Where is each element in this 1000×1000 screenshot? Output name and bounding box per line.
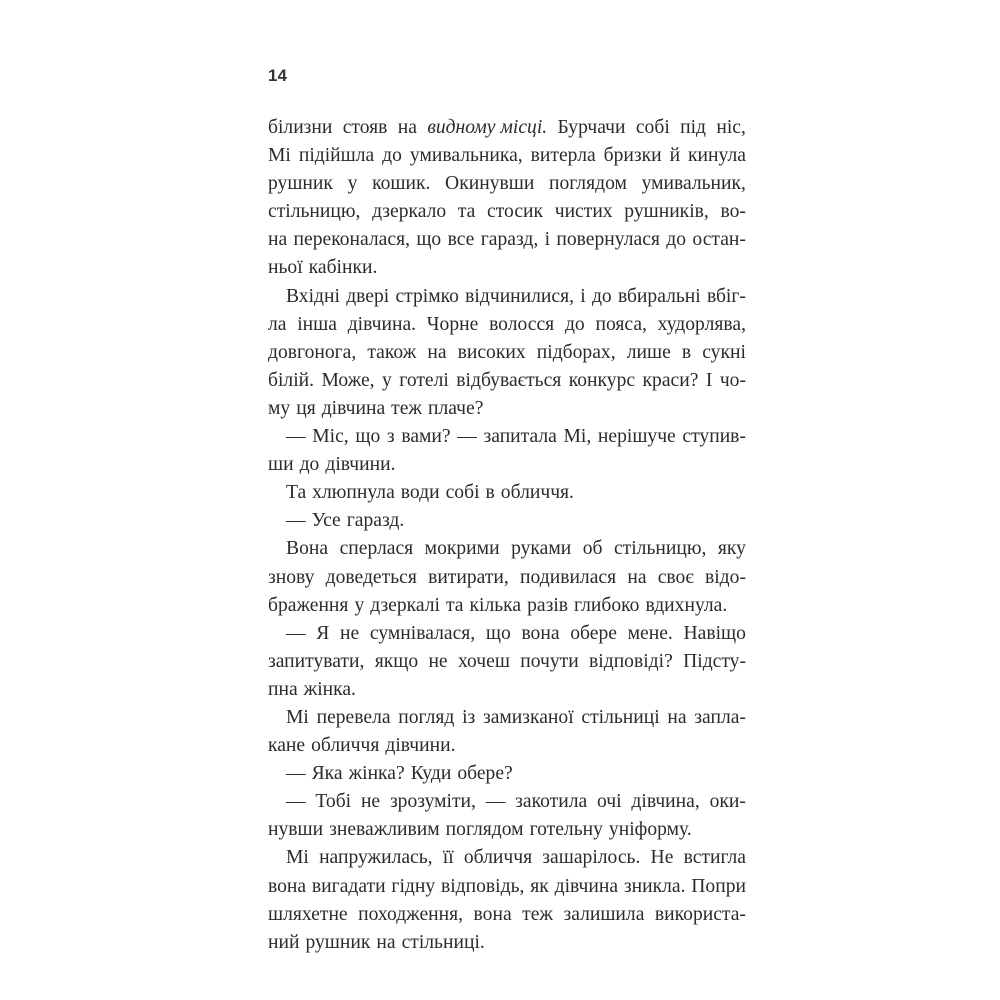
word: високих: [457, 341, 526, 363]
word: Тобі: [315, 791, 352, 813]
word: хочеш: [457, 650, 510, 672]
word: вигадати: [311, 875, 386, 897]
word: мене.: [627, 622, 673, 644]
word: —: [457, 426, 477, 448]
word: поглядом: [445, 819, 524, 841]
word: —: [286, 510, 306, 532]
word: дівчина,: [631, 791, 700, 813]
word: витерла: [530, 145, 596, 167]
word: вдихнула.: [645, 594, 728, 616]
text-line: [268, 535, 746, 563]
word: чо-: [719, 369, 746, 391]
word: вона: [268, 875, 307, 897]
italic-word: видному місці.: [427, 117, 548, 138]
word: Мі: [286, 706, 309, 728]
word: сукні: [702, 341, 746, 363]
word: і: [580, 285, 586, 307]
word: відчинилися,: [465, 285, 575, 307]
word: до: [382, 145, 402, 167]
text-line: [268, 367, 746, 395]
word: Може,: [321, 369, 375, 391]
word: пояса,: [595, 313, 647, 335]
word: Підсту-: [683, 650, 746, 672]
paragraph: [268, 423, 746, 479]
body-text: [268, 114, 746, 957]
word: й: [669, 145, 681, 167]
word: обере?: [457, 763, 513, 785]
word: —: [286, 426, 306, 448]
word: рушників,: [624, 201, 709, 223]
word: переконалася,: [293, 229, 410, 251]
word: та: [457, 201, 476, 223]
word: кабінки.: [308, 257, 378, 279]
word: до: [564, 313, 585, 335]
word: зневажливим: [329, 819, 440, 841]
word: у: [382, 369, 392, 391]
word: уніформу.: [608, 819, 692, 841]
word: вбіг-: [706, 285, 746, 307]
word: на: [268, 229, 288, 251]
word: в: [485, 482, 495, 504]
word: використа-: [654, 903, 746, 925]
word: також: [367, 341, 417, 363]
word: стільницю,: [268, 201, 361, 223]
word: сумнівалася,: [369, 622, 476, 644]
word: пна: [268, 678, 298, 700]
word: худорлява,: [657, 313, 746, 335]
word: довгонога,: [268, 341, 357, 363]
word: що: [355, 426, 381, 448]
word: напружилась,: [319, 847, 433, 869]
word: теж: [391, 397, 422, 419]
text-line: [268, 114, 746, 142]
word: дзеркало: [372, 201, 447, 223]
text-line: [268, 170, 746, 198]
word: що: [485, 622, 511, 644]
word: умивальника,: [409, 145, 523, 167]
word: витирати,: [428, 566, 509, 588]
word: на: [667, 706, 687, 728]
word: зашарілось.: [542, 847, 641, 869]
word: в: [681, 341, 692, 363]
word: волосся: [489, 313, 555, 335]
word: очі: [597, 791, 622, 813]
word: що: [416, 229, 442, 251]
word: її: [442, 847, 454, 869]
word: Я: [316, 622, 330, 644]
word: теж: [522, 903, 553, 925]
word: під: [680, 117, 707, 138]
text-line: [268, 254, 746, 282]
text-line: [268, 283, 746, 311]
text-line: [268, 648, 746, 676]
word: знову: [268, 566, 315, 588]
text-line: [268, 704, 746, 732]
word: Вона: [286, 538, 329, 560]
text-line: [268, 760, 746, 788]
text-line: [268, 901, 746, 929]
paragraph: [268, 704, 746, 760]
text-line: [268, 507, 746, 535]
word: з: [386, 426, 395, 448]
word: ла: [268, 313, 287, 335]
word: своє: [657, 566, 694, 588]
word: Усе: [311, 510, 341, 532]
word: замизканої: [482, 706, 574, 728]
word: умивальник,: [641, 173, 746, 195]
word: рушник: [305, 931, 371, 953]
paragraph: [268, 507, 746, 535]
word: нувши: [268, 819, 324, 841]
word: Та: [286, 482, 307, 504]
word: зрозуміти,: [389, 791, 476, 813]
word: Куди: [410, 763, 452, 785]
word: —: [485, 791, 506, 813]
word: кілька: [469, 594, 522, 616]
word: дівчини.: [385, 735, 456, 757]
word: разів: [527, 594, 569, 616]
text-line: [268, 451, 746, 479]
word: Мі: [268, 145, 291, 167]
word: інша: [297, 313, 337, 335]
word: вами?: [401, 426, 451, 448]
word: оки-: [709, 791, 746, 813]
word: —: [286, 791, 306, 813]
text-line: [268, 816, 746, 844]
text-line: [268, 479, 746, 507]
word: доведеться: [325, 566, 417, 588]
paragraph: [268, 535, 746, 619]
paragraph: [268, 788, 746, 844]
word: дівчина.: [347, 313, 417, 335]
word: запитала: [483, 426, 557, 448]
word: кане: [268, 735, 306, 757]
word: руками: [511, 538, 572, 560]
text-line: [268, 929, 746, 957]
word: води: [400, 482, 440, 504]
word: хлюпнула: [312, 482, 395, 504]
word: Мі: [286, 847, 309, 869]
text-line: [268, 226, 746, 254]
text-line: [268, 311, 746, 339]
word: подивилася: [520, 566, 617, 588]
word: дівчина: [554, 875, 619, 897]
word: із: [462, 706, 476, 728]
text-line: [268, 620, 746, 648]
word: до: [591, 285, 612, 307]
word: стояв: [342, 117, 388, 138]
word: на: [427, 341, 447, 363]
text-line: [268, 788, 746, 816]
word: вбиральні: [617, 285, 701, 307]
word: дзеркалі: [370, 594, 440, 616]
text-line: [268, 873, 746, 901]
word: повернулася: [556, 229, 660, 251]
word: мокрими: [424, 538, 500, 560]
word: дівчини.: [325, 454, 396, 476]
word: Міс,: [312, 426, 349, 448]
word: не: [360, 791, 381, 813]
word: на: [627, 566, 647, 588]
word: якщо: [374, 650, 419, 672]
word: гідну: [391, 875, 436, 897]
word: остан-: [692, 229, 746, 251]
word: у: [354, 594, 365, 616]
word: лише: [626, 341, 671, 363]
word: Попри: [691, 875, 746, 897]
word: шляхетне: [268, 903, 348, 925]
word: кошик.: [372, 173, 431, 195]
word: гаразд,: [480, 229, 539, 251]
word: до: [666, 229, 687, 251]
text-line: [268, 732, 746, 760]
word: білизни: [268, 117, 333, 138]
word: стосик: [487, 201, 544, 223]
text-line: [268, 142, 746, 170]
word: відповіді?: [589, 650, 673, 672]
word: та: [446, 594, 464, 616]
text-line: [268, 198, 746, 226]
word: бризки: [603, 145, 662, 167]
paragraph: [268, 479, 746, 507]
word: об: [582, 538, 603, 560]
word: двері: [346, 285, 390, 307]
word: —: [286, 622, 306, 644]
paragraph: [268, 844, 746, 956]
word: сперлася: [339, 538, 414, 560]
word: закотила: [515, 791, 588, 813]
word: білій.: [268, 369, 315, 391]
text-line: [268, 844, 746, 872]
word: нерішуче: [597, 426, 676, 448]
word: стільниці: [581, 706, 660, 728]
word: підборах,: [536, 341, 616, 363]
text-line: [268, 395, 746, 423]
word: відо-: [704, 566, 746, 588]
word: гаразд.: [346, 510, 405, 532]
paragraph: [268, 283, 746, 423]
word: перевела: [316, 706, 391, 728]
word: Вхідні: [286, 285, 340, 307]
word: дівчина: [321, 397, 386, 419]
word: чистих: [554, 201, 613, 223]
word: обличчя: [463, 847, 533, 869]
word: відповідь,: [440, 875, 525, 897]
word: обере: [570, 622, 617, 644]
word: до: [299, 454, 320, 476]
word: Яка: [311, 763, 343, 785]
word: собі: [635, 117, 670, 138]
word: Бурчачи: [557, 117, 626, 138]
word: ний: [268, 931, 300, 953]
word: яку: [717, 538, 746, 560]
word: на: [376, 931, 396, 953]
word: стільницю,: [613, 538, 707, 560]
word: готелі: [399, 369, 449, 391]
word: жінка?: [348, 763, 405, 785]
word: му: [268, 397, 291, 419]
word: все: [447, 229, 475, 251]
word: обличчя.: [500, 482, 574, 504]
text-line: [268, 592, 746, 620]
page-number: 14: [268, 66, 287, 85]
word: во-: [720, 201, 746, 223]
word: походження,: [358, 903, 464, 925]
text-line: [268, 423, 746, 451]
word: І: [705, 369, 713, 391]
word: як: [530, 875, 549, 897]
word: запитувати,: [268, 650, 365, 672]
word: плаче?: [427, 397, 484, 419]
word: Чорне: [426, 313, 479, 335]
word: відбувається: [456, 369, 562, 391]
word: на: [397, 117, 417, 138]
word: готельну: [529, 819, 603, 841]
word: і: [544, 229, 551, 251]
paragraph: [268, 114, 746, 283]
word: вона: [521, 622, 560, 644]
word: ступив-: [682, 426, 746, 448]
word: ши: [268, 454, 294, 476]
paragraph: [268, 620, 746, 704]
paragraph: [268, 760, 746, 788]
word: браження: [268, 594, 349, 616]
word: не: [340, 622, 360, 644]
word: Навіщо: [683, 622, 746, 644]
word: рушник: [268, 173, 333, 195]
word: поглядом: [548, 173, 627, 195]
text-line: [268, 564, 746, 592]
word: глибоко: [574, 594, 640, 616]
word: ньої: [268, 257, 303, 279]
text-line: [268, 676, 746, 704]
word: стільниці.: [401, 931, 485, 953]
word: —: [286, 763, 306, 785]
word: ніс,: [716, 117, 746, 138]
word: конкурс: [568, 369, 636, 391]
word: жінка.: [303, 678, 356, 700]
word: вона: [473, 903, 512, 925]
word: погляд: [398, 706, 455, 728]
word: у: [347, 173, 358, 195]
word: краси?: [642, 369, 699, 391]
word: стрімко: [395, 285, 459, 307]
word: зникла.: [623, 875, 686, 897]
word: Не: [650, 847, 674, 869]
word: залишила: [563, 903, 645, 925]
word: Окинувши: [445, 173, 535, 195]
word: почути: [520, 650, 579, 672]
text-line: [268, 339, 746, 367]
word: обличчя: [311, 735, 380, 757]
word: Мі,: [563, 426, 592, 448]
word: собі: [445, 482, 480, 504]
word: запла-: [694, 706, 746, 728]
word: встигла: [683, 847, 746, 869]
word: кинула: [688, 145, 746, 167]
word: підійшла: [298, 145, 375, 167]
word: не: [428, 650, 448, 672]
word: ця: [296, 397, 316, 419]
